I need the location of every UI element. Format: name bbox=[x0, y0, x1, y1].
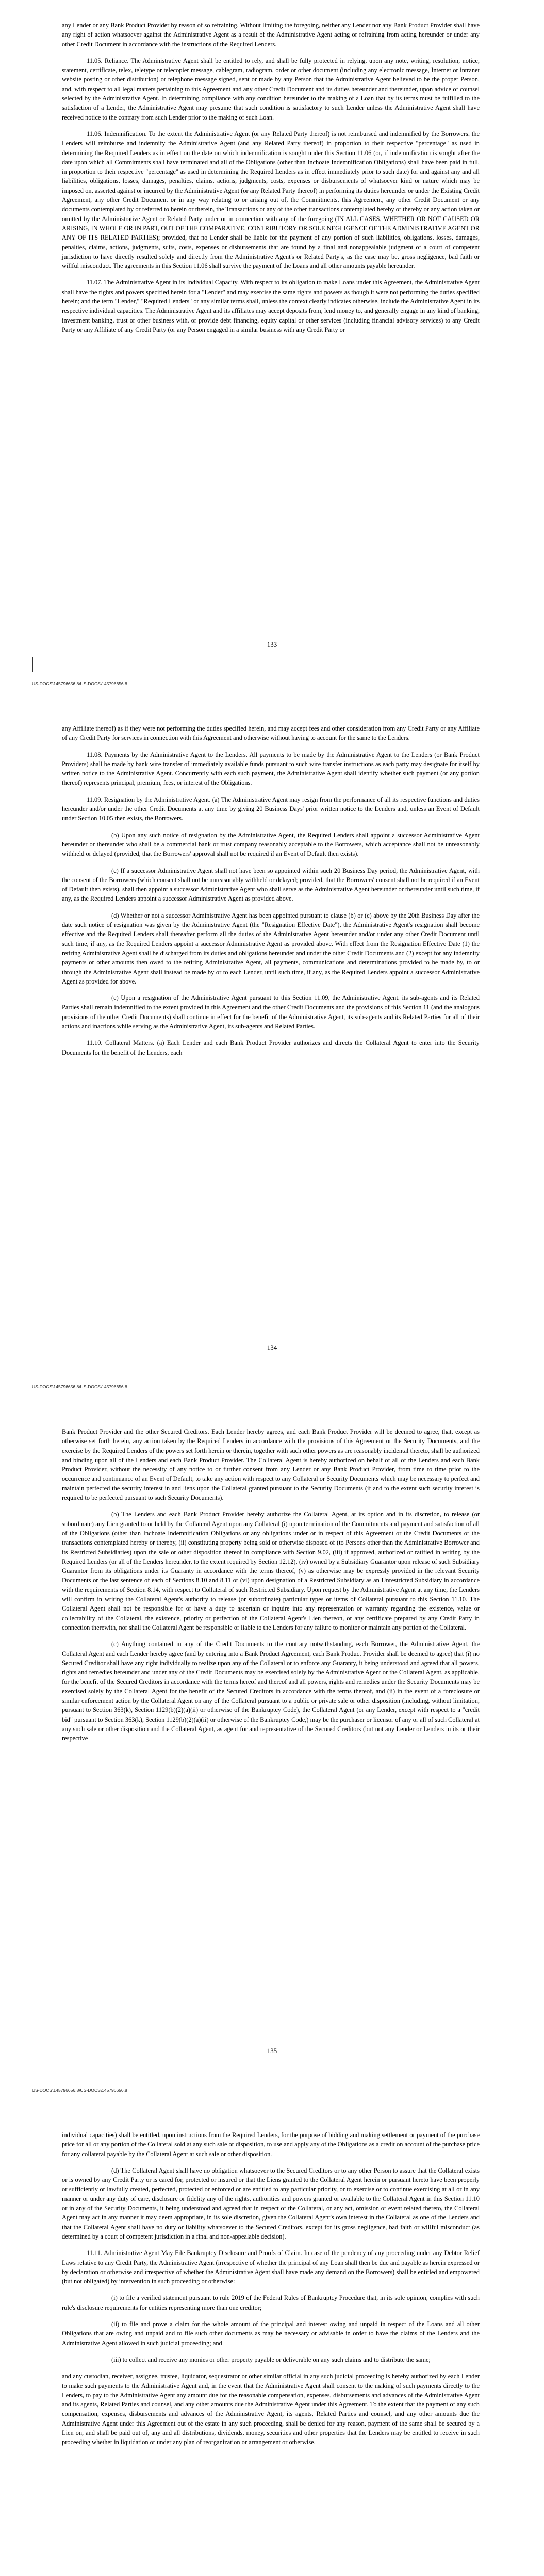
page-body bbox=[62, 21, 480, 342]
doc-id-footer: US-DOCS\145796656.8\US-DOCS\145796656.8 bbox=[32, 1384, 127, 1389]
paragraph: 11.07. The Administrative Agent in its Individual Capacity. With respect to its obligation to make Loans under this Agreement, the Administrative Agent shall have the rights and powers specified herein for a "Lender" and may exercise the same rights and powers as though it were not performing the duties specified herein; and the term "Lender," "Required Lenders" or any similar terms shall, unless the context clearly indicates otherwise, include the Administrative Agent in its respective individual capacities. The Administrative Agent and its affiliates may accept deposits from, lend money to, and generally engage in any kind of banking, investment banking, trust or other business with, or provide debt financing, equity capital or other services (including financial advisory services) to any Credit Party or any Affiliate of any Credit Party (or any Person engaged in a similar business with any Credit Party or bbox=[62, 279, 480, 333]
paragraph: 11.09. Resignation by the Administrative Agent. (a) The Administrative Agent may resign from the performance of all its respective functions and duties hereunder and/or under the other Credit Documents at any time by giving 20 Business Days' prior written notice to the Lenders and, unless an Event of Default under Section 10.05 then exists, the Borrowers. bbox=[62, 795, 480, 822]
paragraph: Bank Product Provider and the other Secured Creditors. Each Lender hereby agrees, and each Bank Product Provider will be deemed to agree, that, except as otherwise set forth herein, any action taken by the Required Lenders in accordance with the provisions of this Agreement or the Security Documents, and the exercise by the Required Lenders of the powers set forth herein or therein, together with such other powers as are reasonably incidental thereto, shall be authorized and binding upon all of the Lenders and each Bank Product Provider. The Collateral Agent is hereby authorized on behalf of all of the Lenders and each Bank Product Provider, without the necessity of any notice to or further consent from any Lender or any Bank Product Provider, from time to time prior to the occurrence and continuance of an Event of Default, to take any action with respect to any Collateral or Security Documents which may be necessary to perfect and maintain perfected the security interest in and liens upon the Collateral granted pursuant to the Security Documents (if and to the extent such security interest is required to be perfected pursuant to such Security Documents). bbox=[62, 1428, 480, 1502]
paragraph: any Affiliate thereof) as if they were not performing the duties specified herein, and may accept fees and other consideration from any Credit Party or any Affiliate of any Credit Party for services in connection with this Agreement and otherwise without having to account for the same to the Lenders. bbox=[62, 725, 480, 742]
paragraph: individual capacities) shall be entitled, upon instructions from the Required Lenders, for the purpose of bidding and making settlement or payment of the purchase price for all or any portion of the Collateral sold at any such sale or disposition, to use and apply any of the Obligations as a credit on account of the purchase price for any collateral payable by the Collateral Agent at such sale or other disposition. bbox=[62, 2131, 480, 2158]
paragraph: (b) The Lenders and each Bank Product Provider hereby authorize the Collateral Agent, at its option and in its discretion, to release (or subordinate) any Lien granted to or held by the Collateral Agent upon any Collateral (i) upon termination of the Commitments and payment and satisfaction of all of the Obligations (other than Inchoate Indemnification Obligations or any obligations under or in respect of this Agreement or the Credit Documents or the transactions contemplated hereby or thereby, (ii) constituting property being sold or otherwise disposed of (to Persons other than the Administrative Borrower and its Restricted Subsidiaries) upon the sale or other disposition thereof in compliance with Section 9.02, (iii) if approved, authorized or ratified in writing by the Required Lenders (or all of the Lenders hereunder, to the extent required by Section 12.12), (iv) owned by a Subsidiary Guarantor upon release of such Subsidiary Guarantor from its obligations under its Guaranty in accordance with the terms thereof, (v) as otherwise may be expressly provided in the relevant Security Documents or the last sentence of each of Sections 8.10 and 8.11 or (vi) upon designation of a Restricted Subsidiary as an Unrestricted Subsidiary in accordance with the requirements of Section 8.14, with respect to Collateral of such Restricted Subsidiary. Upon request by the Administrative Agent at any time, the Lenders will confirm in writing the Collateral Agent's authority to release (or subordinate) particular types or items of Collateral pursuant to this Section 11.10. The Collateral Agent shall not be responsible for or have a duty to ascertain or inquire into any representation or warranty regarding the existence, value or collectability of the Collateral, the existence, priority or perfection of the Collateral Agent's Lien thereon, or any certificate prepared by any Credit Party in connection therewith, nor shall the Collateral Agent be responsible or liable to the Lenders for any failure to monitor or maintain any portion of the Collateral. bbox=[62, 1511, 480, 1631]
paragraph: (iii) to collect and receive any monies or other property payable or deliverable on any such claims and to distribute the same; bbox=[111, 2355, 431, 2363]
revision-bar bbox=[32, 657, 33, 672]
paragraph: 11.05. Reliance. The Administrative Agent shall be entitled to rely, and shall be fully protected in relying, upon any note, writing, resolution, notice, statement, certificate, telex, teletype or telecopier message, cablegram, radiogram, order or other document (including any electronic message, Internet or intranet website posting or other distribution) or telephone message signed, sent or made by any Person that the Administrative Agent believed to be the proper Person, and, with respect to all legal matters pertaining to this Agreement and any other Credit Document and its duties hereunder and thereunder, upon advice of counsel selected by the Administrative Agent. In determining compliance with any condition hereunder to the making of a Loan that by its terms must be fulfilled to the satisfaction of a Lender, the Administrative Agent may presume that such condition is satisfactory to such Lender unless the Administrative Agent shall have received notice to the contrary from such Lender prior to the making of such Loan. bbox=[62, 57, 480, 121]
page-body bbox=[62, 1427, 480, 1751]
paragraph: and any custodian, receiver, assignee, trustee, liquidator, sequestrator or other similar official in any such judicial proceeding is hereby authorized by each Lender to make such payments to the Administrative Agent and, in the event that the Administrative Agent shall consent to the making of such payments directly to the Lenders, to pay to the Administrative Agent any amount due for the reasonable compensation, expenses, disbursements and advances of the Administrative Agent and its agents, Related Parties and counsel, and any other amounts due the Administrative Agent under this Agreement. To the extent that the payment of any such compensation, expenses, disbursements and advances of the Administrative Agent, its agents, Related Parties and counsel, and any other amounts due the Administrative Agent under this Agreement out of the estate in any such proceeding, shall be denied for any reason, payment of the same shall be secured by a Lien on, and shall be paid out of, any and all distributions, dividends, money, securities and other properties that the Lenders may be entitled to receive in such proceeding whether in liquidation or under any plan of reorganization or arrangement or otherwise. bbox=[62, 2372, 480, 2446]
paragraph: (d) Whether or not a successor Administrative Agent has been appointed pursuant to clause (b) or (c) above by the 20th Business Day after the date such notice of resignation was given by the Administrative Agent (the "Resignation Effective Date"), the Administrative Agent's resignation shall become effective and the Required Lenders shall thereafter perform all the duties of the Administrative Agent hereunder and/or under any other Credit Document until such time, if any, as the Required Lenders appoint a successor Administrative Agent as provided above. With effect from the Resignation Effective Date (1) the retiring Administrative Agent shall be discharged from its duties and obligations hereunder and under the other Credit Documents and (2) except for any indemnity payments or other amounts then owed to the retiring Administrative Agent, all payments, communications and determinations provided to be made by, to or through the Administrative Agent shall instead be made by or to each Lender, until such time, if any, as the Required Lenders appoint a successor Administrative Agent as provided for above. bbox=[62, 911, 480, 985]
paragraph: any Lender or any Bank Product Provider by reason of so refraining. Without limiting the foregoing, neither any Lender nor any Bank Product Provider shall have any right of action whatsoever against the Administrative Agent as a result of the Administrative Agent acting or refraining from acting hereunder or under any other Credit Document in accordance with the instructions of the Required Lenders. bbox=[62, 22, 480, 48]
page-body bbox=[62, 724, 480, 1064]
paragraph: 11.10. Collateral Matters. (a) Each Lender and each Bank Product Provider authorizes and directs the Collateral Agent to enter into the Security Documents for the benefit of the Lenders, each bbox=[62, 1039, 480, 1056]
page-134 bbox=[0, 703, 544, 1406]
page-number: 134 bbox=[267, 1344, 277, 1351]
paragraph: (c) Anything contained in any of the Credit Documents to the contrary notwithstanding, each Borrower, the Administrative Agent, the Collateral Agent and each Lender hereby agree (and by entering into a Bank Product Agreement, each Bank Product Provider shall be deemed to agree) that (i) no Secured Creditor shall have any right individually to realize upon any of the Collateral or to enforce any Guaranty, it being understood and agreed that all powers, rights and remedies hereunder and under any of the Credit Documents may be exercised solely by the Administrative Agent or the Collateral Agent, as applicable, for the benefit of the Secured Creditors in accordance with the terms hereof and thereof and all powers, rights and remedies under the Security Documents may be exercised solely by the Collateral Agent for the benefit of the Secured Creditors in accordance with the terms thereof, and (ii) in the event of a foreclosure or similar enforcement action by the Collateral Agent on any of the Collateral pursuant to a public or private sale or other disposition (including, without limitation, pursuant to Section 363(k), Section 1129(b)(2)(a)(ii) or otherwise of the Bankruptcy Code), the Collateral Agent (or any Lender, except with respect to a "credit bid" pursuant to Section 363(k), Section 1129(b)(2)(a)(ii) or otherwise of the Bankruptcy Code,) may be the purchaser or licensor of any or all of such Collateral at any such sale or other disposition and the Collateral Agent, as agent for and representative of the Secured Creditors (but not any Lender or Lenders in its or their respective bbox=[62, 1640, 480, 1742]
paragraph: 11.11. Administrative Agent May File Bankruptcy Disclosure and Proofs of Claim. In case of the pendency of any proceeding under any Debtor Relief Laws relative to any Credit Party, the Administrative Agent (irrespective of whether the principal of any Loan shall then be due and payable as herein expressed or by declaration or otherwise and irrespective of whether the Administrative Agent shall have made any demand on the Borrowers) shall be entitled and empowered (but not obligated) by intervention in such proceeding or otherwise: bbox=[62, 2249, 480, 2285]
paragraph: (b) Upon any such notice of resignation by the Administrative Agent, the Required Lenders shall appoint a successor Administrative Agent hereunder or thereunder who shall be a commercial bank or trust company reasonably acceptable to the Borrowers, which acceptance shall not be unreasonably withheld or delayed (provided, that the Borrowers' approval shall not be required if an Event of Default then exists). bbox=[62, 831, 480, 858]
page-number: 133 bbox=[267, 640, 277, 648]
page-number: 135 bbox=[267, 2047, 277, 2055]
page-135 bbox=[0, 1406, 544, 2110]
page-136 bbox=[0, 2110, 544, 2576]
doc-id-footer: US-DOCS\145796656.8\US-DOCS\145796656.8 bbox=[32, 2088, 127, 2093]
paragraph: (i) to file a verified statement pursuant to rule 2019 of the Federal Rules of Bankruptcy Procedure that, in its sole opinion, complies with such rule's disclosure requirements for entities representing more than one creditor; bbox=[62, 2294, 480, 2311]
paragraph: (c) If a successor Administrative Agent shall not have been so appointed within such 20 Business Day period, the Administrative Agent, with the consent of the Borrowers (which consent shall not be unreasonably withheld or delayed; provided, that the Borrowers' consent shall not be required if an Event of Default then exists), shall then appoint a successor Administrative Agent who shall serve as the Administrative Agent hereunder or thereunder until such time, if any, as the Required Lenders appoint a successor Administrative Agent as provided above. bbox=[62, 867, 480, 903]
page-133 bbox=[0, 0, 544, 703]
paragraph: 11.06. Indemnification. To the extent the Administrative Agent (or any Related Party thereof) is not reimbursed and indemnified by the Borrowers, the Lenders will reimburse and indemnify the Administrative Agent (and any Related Party thereof) in proportion to their respective "percentage" as used in determining the Required Lenders as in effect on the date on which indemnification is sought under this Section 11.06 (or, if indemnification is sought after the date upon which all Commitments shall have terminated and all of the Obligations (other than Inchoate Indemnification Obligations) shall have been paid in full, in proportion to their respective "percentage" as used in determining the Required Lenders as in effect immediately prior to such date) for and against any and all liabilities, obligations, losses, damages, penalties, claims, actions, judgments, costs, expenses or disbursements of whatsoever kind or nature which may be imposed on, asserted against or incurred by the Administrative Agent (or any Related Party thereof) in performing its duties hereunder or under the Existing Credit Agreement, any other Credit Document or in any way relating to or arising out of, the Commitments, this Agreement, any other Credit Document or any documents contemplated by or referred to herein or therein, the Transactions or any of the other transactions contemplated hereby or thereby or any action taken or omitted by the Administrative Agent or Related Party under or in connection with any of the foregoing (IN ALL CASES, WHETHER OR NOT CAUSED OR ARISING, IN WHOLE OR IN PART, OUT OF THE COMPARATIVE, CONTRIBUTORY OR SOLE NEGLIGENCE OF THE ADMINISTRATIVE AGENT OR ANY OF ITS RELATED PARTIES); provided, that no Lender shall be liable for the payment of any portion of such liabilities, obligations, losses, damages, penalties, claims, actions, judgments, suits, costs, expenses or disbursements that are found by a final and nonappealable judgment of a court of competent jurisdiction to have directly resulted solely and directly from the Administrative Agent's or Related Party's, as the case may be, gross negligence, bad faith or willful misconduct. The agreements in this Section 11.06 shall survive the payment of the Loans and all other amounts payable hereunder. bbox=[62, 130, 480, 270]
page-body bbox=[62, 2130, 480, 2454]
paragraph: 11.08. Payments by the Administrative Agent to the Lenders. All payments to be made by the Administrative Agent to the Lenders (or Bank Product Providers) shall be made by bank wire transfer of immediately available funds pursuant to such wire transfer instructions as each party may designate for itself by written notice to the Administrative Agent. Concurrently with each such payment, the Administrative Agent shall identify whether such payment (or any portion thereof) represents principal, premium, fees, or interest of the Obligations. bbox=[62, 751, 480, 787]
paragraph: (ii) to file and prove a claim for the whole amount of the principal and interest owing and unpaid in respect of the Loans and all other Obligations that are owing and unpaid and to file such other documents as may be necessary or advisable in order to have the claims of the Lenders and the Administrative Agent allowed in such judicial proceeding; and bbox=[62, 2320, 480, 2347]
doc-id-footer: US-DOCS\145796656.8\US-DOCS\145796656.8 bbox=[32, 681, 127, 686]
paragraph: (e) Upon a resignation of the Administrative Agent pursuant to this Section 11.09, the Administrative Agent, its sub-agents and its Related Parties shall remain indemnified to the extent provided in this Agreement and the other Credit Documents and the provisions of this Section 11 (and the analogous provisions of the other Credit Documents) shall continue in effect for the benefit of the Administrative Agent, its sub-agents and its Related Parties for all of their actions and inactions while serving as the Administrative Agent, its sub-agents and Related Parties. bbox=[62, 994, 480, 1030]
paragraph: (d) The Collateral Agent shall have no obligation whatsoever to the Secured Creditors or to any other Person to assure that the Collateral exists or is owned by any Credit Party or is cared for, protected or insured or that the Liens granted to the Collateral Agent herein or pursuant hereto have been properly or sufficiently or lawfully created, perfected, protected or enforced or are entitled to any particular priority, or to exercise or to continue exercising at all or in any manner or under any duty of care, disclosure or fidelity any of the rights, authorities and powers granted or available to the Collateral Agent in this Section 11.10 or in any of the Security Documents, it being understood and agreed that in respect of the Collateral, or any act, omission or event related thereto, the Collateral Agent may act in any manner it may deem appropriate, in its sole discretion, given the Collateral Agent's own interest in the Collateral as one of the Lenders and that the Collateral Agent shall have no duty or liability whatsoever to the Secured Creditors, except for its gross negligence, bad faith or willful misconduct (as determined by a court of competent jurisdiction in a final and non-appealable decision). bbox=[62, 2166, 480, 2240]
